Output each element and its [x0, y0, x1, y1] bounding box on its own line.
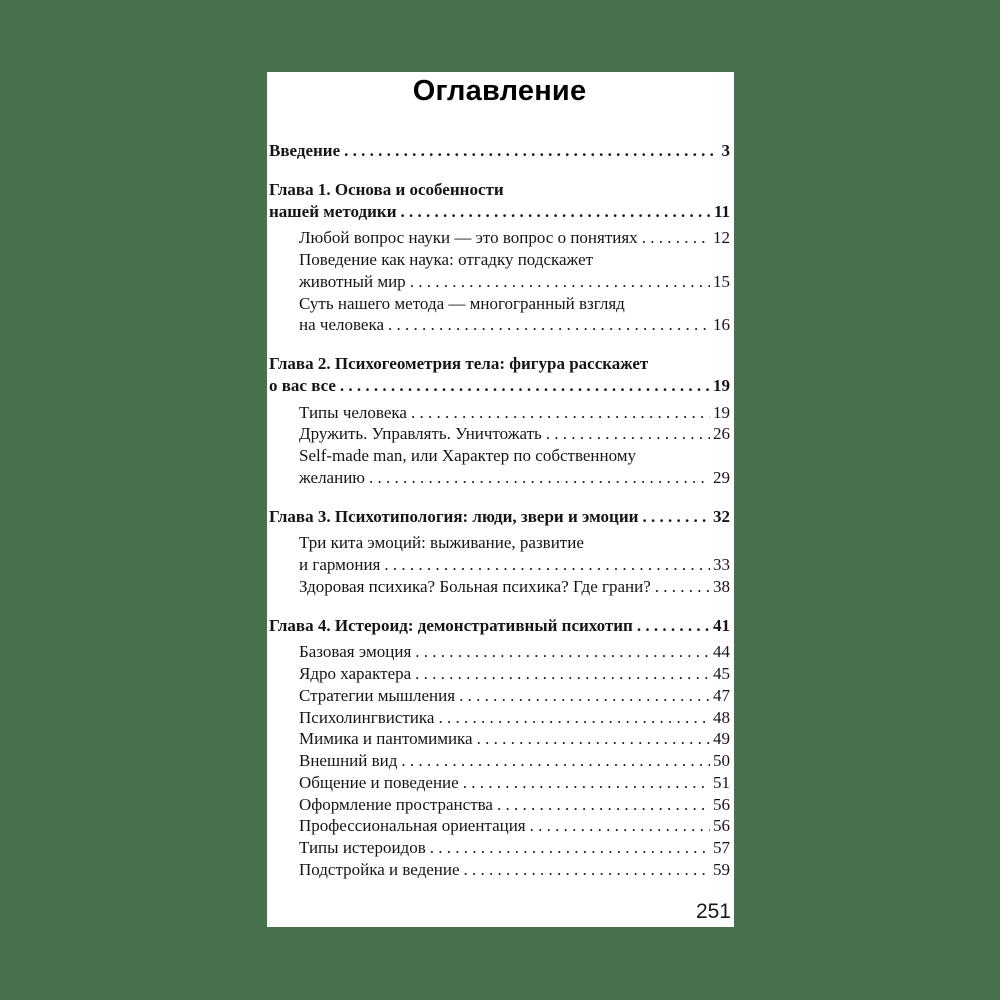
toc-entry-label: Здоровая психика? Больная психика? Где грани?	[299, 576, 651, 596]
toc-entry	[299, 227, 730, 249]
dot-leader	[637, 615, 710, 637]
toc-entry	[299, 402, 730, 424]
page-title: Оглавление	[412, 75, 587, 107]
dot-leader	[546, 423, 710, 445]
toc-entry-label: Введение	[269, 141, 341, 160]
toc-entry	[299, 576, 730, 598]
dot-leader	[642, 506, 710, 528]
toc-chapter-entry	[269, 353, 730, 397]
toc-entry-label: Суть нашего метода — многогранный взгляд	[299, 293, 625, 313]
page-ref: 15	[713, 271, 730, 291]
page-ref: 19	[713, 375, 730, 395]
toc-entry-label: Стратегии мышления	[299, 685, 456, 705]
table-of-contents	[269, 140, 730, 881]
toc-entry	[299, 445, 730, 489]
page-ref: 29	[713, 467, 730, 487]
toc-subentries	[269, 641, 730, 880]
page-ref: 48	[713, 707, 730, 727]
toc-entry	[299, 707, 730, 729]
dot-leader	[400, 201, 710, 223]
toc-entry-label: Поведение как наука: отгадку подскажет	[299, 250, 594, 269]
dot-leader	[642, 227, 710, 249]
toc-entry-label: Три кита эмоций: выживание, развитие	[299, 533, 584, 553]
dot-leader	[369, 467, 710, 489]
toc-entry-label: Глава 3. Психотипология: люди, звери и эмоции	[269, 506, 639, 526]
toc-chapter-entry	[269, 506, 730, 528]
toc-entry	[299, 794, 730, 816]
toc-entry	[299, 641, 730, 663]
dot-leader	[415, 663, 710, 685]
page-ref: 16	[713, 315, 730, 335]
toc-entry-label: Мимика и пантомимика	[299, 729, 473, 749]
dot-leader	[388, 314, 710, 336]
toc-chapter-group	[269, 615, 730, 881]
page-ref: 57	[713, 838, 730, 857]
dot-leader	[340, 375, 710, 397]
dot-leader	[530, 815, 710, 837]
dot-leader	[410, 271, 710, 293]
toc-entry	[299, 423, 730, 445]
toc-entry	[299, 293, 730, 337]
toc-subentries	[269, 532, 730, 597]
toc-entry	[299, 859, 730, 881]
page-ref: 56	[713, 816, 730, 836]
toc-entry-label: и гармония	[299, 555, 381, 574]
toc-chapter-entry	[269, 179, 730, 223]
toc-entry	[299, 750, 730, 772]
toc-entry-label: на человека	[299, 315, 384, 335]
dot-leader	[497, 794, 710, 816]
page-ref: 38	[713, 576, 730, 596]
dot-leader	[477, 728, 710, 750]
page-ref: 41	[713, 615, 730, 635]
toc-entry-label: Базовая эмоция	[299, 642, 412, 662]
page-ref: 32	[713, 506, 730, 526]
dot-leader	[438, 707, 710, 729]
page-ref: 33	[713, 555, 730, 574]
toc-entry	[299, 837, 730, 859]
toc-entry-label: желанию	[299, 467, 365, 487]
page-ref: 11	[713, 201, 730, 221]
toc-entry-label: Внешний вид	[299, 751, 398, 770]
toc-entry	[299, 815, 730, 837]
toc-entry-label: Типы человека	[299, 402, 407, 422]
book-page	[267, 72, 734, 927]
toc-subentries	[269, 227, 730, 336]
toc-entry	[269, 140, 730, 162]
page-ref: 45	[713, 664, 730, 683]
toc-entry-label: о вас все	[269, 375, 336, 395]
dot-leader	[655, 576, 710, 598]
dot-leader	[430, 837, 710, 859]
page-ref: 44	[713, 642, 730, 662]
toc-entry	[299, 728, 730, 750]
dot-leader	[344, 140, 718, 162]
page-ref: 51	[713, 772, 730, 792]
dot-leader	[411, 402, 710, 424]
page-ref: 59	[713, 859, 730, 879]
page-ref: 19	[713, 402, 730, 422]
toc-entry-label: нашей методики	[269, 201, 397, 221]
toc-entry-label: Любой вопрос науки — это вопрос о понятиях	[299, 228, 638, 248]
toc-entry-label: Общение и поведение	[299, 772, 459, 792]
dot-leader	[464, 859, 710, 881]
toc-chapter-entry	[269, 615, 730, 637]
dot-leader	[384, 554, 710, 576]
toc-entry-label: Оформление пространства	[299, 794, 493, 814]
toc-entry-label: Ядро характера	[299, 664, 412, 683]
toc-chapter-group	[269, 506, 730, 598]
toc-chapter-group	[269, 353, 730, 489]
page-ref: 49	[713, 729, 730, 749]
page-ref: 3	[721, 141, 730, 160]
toc-entry-label: животный мир	[299, 271, 406, 291]
toc-entry-label: Подстройка и ведение	[299, 859, 460, 879]
toc-entry-label: Психолингвистика	[299, 707, 435, 727]
toc-entry-label: Глава 2. Психогеометрия тела: фигура расскажет	[269, 354, 649, 373]
page-ref: 56	[713, 794, 730, 814]
toc-entry	[299, 532, 730, 576]
toc-entry	[299, 249, 730, 293]
toc-entry-label: Дружить. Управлять. Уничтожать	[299, 424, 542, 444]
toc-entry	[299, 663, 730, 685]
toc-entry-label: Глава 1. Основа и особенности	[269, 179, 504, 199]
toc-entry	[299, 685, 730, 707]
dot-leader	[415, 641, 710, 663]
dot-leader	[459, 685, 710, 707]
page-number: 251	[695, 900, 731, 923]
toc-entry-label: Self-made man, или Характер по собственному	[299, 446, 637, 465]
page-ref: 47	[713, 685, 730, 705]
toc-entry-label: Типы истероидов	[299, 838, 426, 857]
toc-subentries	[269, 402, 730, 489]
toc-chapter-group	[269, 179, 730, 336]
dot-leader	[401, 750, 710, 772]
page-ref: 26	[713, 424, 730, 444]
page-ref: 50	[713, 751, 730, 770]
dot-leader	[463, 772, 710, 794]
page-ref: 12	[713, 228, 730, 248]
toc-entry	[299, 772, 730, 794]
toc-entry-label: Профессиональная ориентация	[299, 816, 526, 836]
toc-entry-label: Глава 4. Истероид: демонстративный психотип	[269, 615, 633, 635]
